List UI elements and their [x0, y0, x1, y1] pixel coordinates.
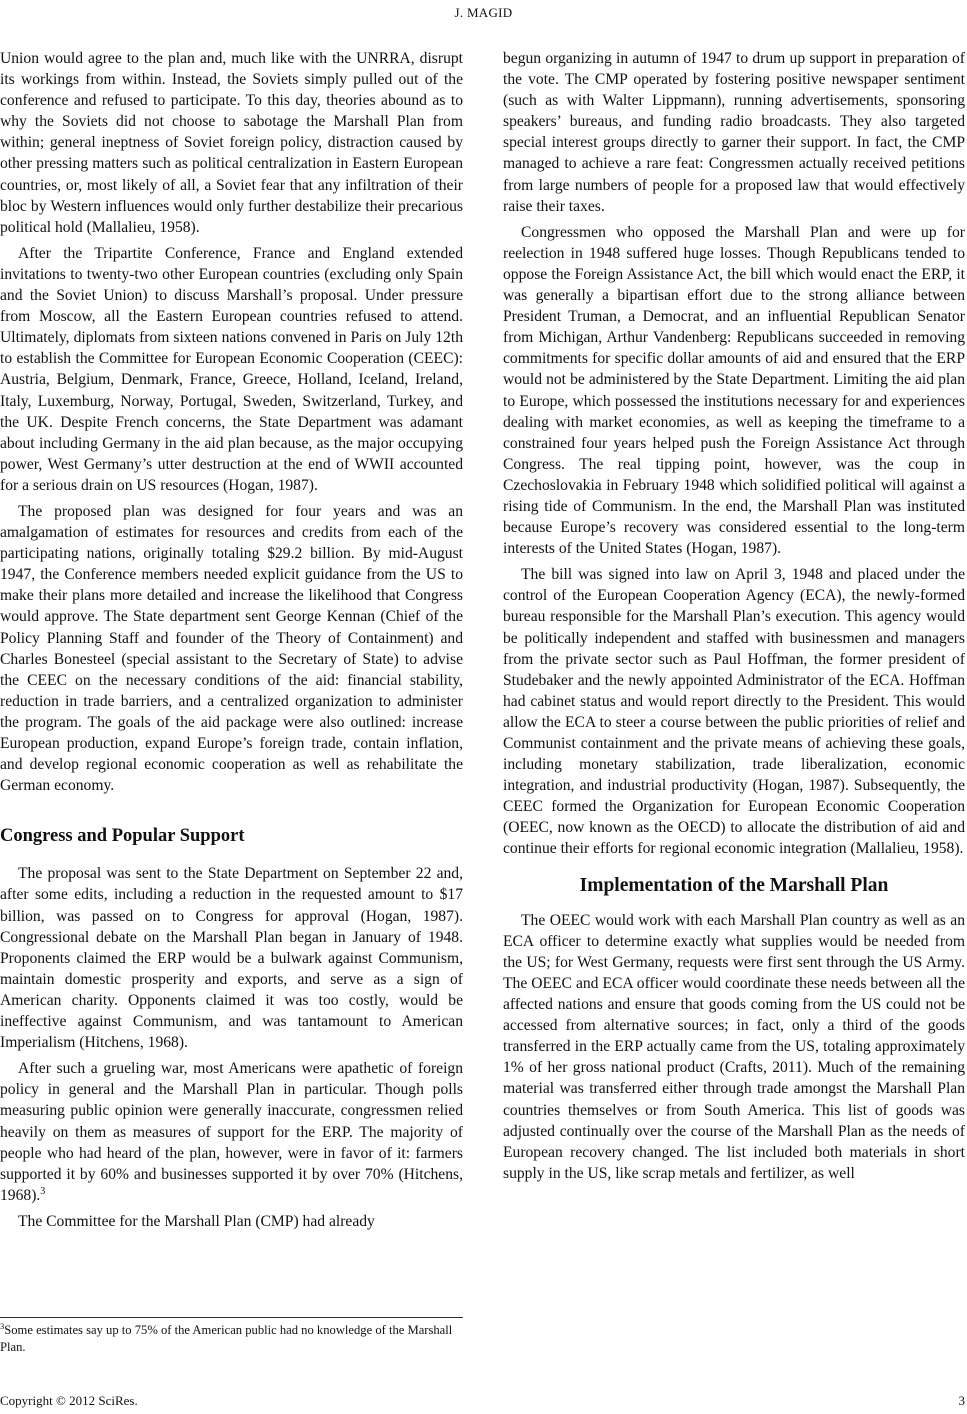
footnote-marker: 3 — [0, 1320, 5, 1331]
section-heading: Congress and Popular Support — [0, 826, 245, 847]
footnote-text: Some estimates say up to 75% of the American public had no knowledge of the Marshall Plan. — [0, 1323, 453, 1354]
paragraph: After the Tripartite Conference, France and England extended invitations to twenty-two other European countries (excluding only Spain and the Soviet Union) to discuss Marshall’s proposal. Under pressure from Moscow, all the Eastern European countries refused to attend. Ultimately, diplomats from sixteen nations convened in Paris on July 12th to establish the Committee for European Economic Cooperation (CEEC): Austria, Belgium, Denmark, France, Greece, Holland, Iceland, Ireland, Italy, Luxemburg, Norway, Portugal, Sweden, Switzerland, Turkey, and the UK. Despite French concerns, the State Department was adamant about including Germany in the aid plan because, as the major occupying power, West Germany’s utter destruction at the end of WWII accounted for a serious drain on US resources (Hogan, 1987). — [0, 244, 463, 494]
paragraph — [0, 1058, 463, 1206]
footnote-divider — [0, 1317, 463, 1318]
left-column — [0, 48, 463, 1237]
paragraph: The OEEC would work with each Marshall Plan country as well as an ECA officer to determine exactly what supplies would be needed from the US; for West Germany, requests were first sent through the US Army. The OEEC and ECA officer would coordinate these needs between all the affected nations and ensure that goods coming from the US could not be accessed from alternative sources; in fact, only a third of the goods transferred in the ERP actually came from the US, totaling approximately 1% of her gross national product (Crafts, 2011). Much of the remaining material was transferred either through trade amongst the Marshall Plan countries themselves or from South America. This list of goods was adjusted continually over the course of the Marshall Plan as the needs of European recovery changed. The list included both materials in short supply in the US, like scrap metals and fertilizer, as well — [503, 911, 965, 1182]
footnote — [0, 1322, 463, 1356]
section-heading: Implementation of the Marshall Plan — [579, 874, 889, 896]
paragraph: The proposed plan was designed for four years and was an amalgamation of estimates for resources and credits from each of the participating nations, originally totaling $29.2 billion. By mid-August 1947, the Conference members needed explicit guidance from the US to make their plans more detailed and increase the likelihood that Congress would approve. The State department sent George Kennan (Chief of the Policy Planning Staff and founder of the Theory of Containment) and Charles Bonesteel (special assistant to the Secretary of State) to advise the CEEC on the necessary conditions of the aid: financial stability, reduction in trade barriers, and a centralized organization to administer the program. The goals of the aid package were also outlined: increase European production, expand Europe’s foreign trade, contain inflation, and develop regional economic cooperation as well as rehabilitate the German economy. — [0, 502, 463, 795]
paragraph: The proposal was sent to the State Department on September 22 and, after some edits, including a reduction in the requested amount to $17 billion, was passed on to Congress for approval (Hogan, 1987). Congressional debate on the Marshall Plan began in January of 1948. Proponents claimed the ERP would be a bulwark against Communism, maintain domestic prosperity and exports, and serve as a sign of American charity. Opponents claimed it was too costly, would be ineffective against Communism, and was tantamount to American Imperialism (Hitchens, 1968). — [0, 865, 463, 1052]
paragraph: Union would agree to the plan and, much like with the UNRRA, disrupt its workings from within. Instead, the Soviets simply pulled out of the conference and refused to participate. To this day, theories abound as to why the Soviets did not choose to sabotage the Marshall Plan from within; general ineptness of Soviet foreign policy, distraction caused by other pressing matters such as political centralization in Eastern European countries, or, most likely of all, a Soviet fear that any infiltration of their bloc by Western influences would only further destabilize their precarious political hold (Mallalieu, 1958). — [0, 50, 463, 236]
footnote-reference: 3 — [40, 1185, 46, 1197]
paragraph-text: After such a grueling war, most Americans were apathetic of foreign policy in general and the Marshall Plan in particular. Though polls measuring public opinion were generally inaccurate, congressmen relied heavily on them as measures of support for the ERP. The majority of people who had heard of the plan, however, were in favor of it: farmers supported it by 60% and businesses supported it by over 70% (Hitchens, 1968). — [0, 1060, 463, 1204]
page-number: 3 — [958, 1393, 965, 1408]
paragraph: The Committee for the Marshall Plan (CMP) had already — [18, 1212, 375, 1230]
paragraph: The bill was signed into law on April 3, 1948 and placed under the control of the European Cooperation Agency (ECA), the newly-formed bureau responsible for the Marshall Plan’s execution. This agency would be politically independent and staffed with businessmen and managers from the private sector such as Paul Hoffman, the former president of Studebaker and the newly appointed Administrator of the ECA. Hoffman had cabinet status and would report directly to the President. This would allow the ECA to steer a course between the public priorities of relief and Communist containment and the private means of achieving these goals, including monetary stabilization, trade liberalization, economic integration, and industrial productivity (Hogan, 1987). Subsequently, the CEEC formed the Organization for European Economic Cooperation (OEEC, now known as the OECD) to allocate the distribution of aid and continue their efforts for regional economic integration (Mallalieu, 1958). — [503, 566, 965, 858]
copyright-notice: Copyright © 2012 SciRes. — [0, 1393, 138, 1408]
paragraph: Congressmen who opposed the Marshall Plan and were up for reelection in 1948 suffered huge losses. Though Republicans tended to oppose the Foreign Assistance Act, the bill which would enact the ERP, it was generally a bipartisan effort due to the strong alliance between President Truman, a Democrat, and an influential Republican Senator from Michigan, Arthur Vandenberg: Republicans succeeded in removing commitments for specific dollar amounts of aid and ensured that the ERP would not be administered by the State Department. Limiting the aid plan to Europe, which possessed the institutions necessary for and experiences dealing with market economies, as well as keeping the timeframe to a constrained four years helped push the Foreign Assistance Act through Congress. The real tipping point, however, was the coup in Czechoslovakia in February 1948 which solidified political will against a rising tide of Communism. In the end, the Marshall Plan was instituted because Europe’s recovery was considered essential to the long-term interests of the United States (Hogan, 1987). — [503, 223, 965, 558]
running-head: J. MAGID — [454, 5, 513, 20]
right-column — [503, 48, 965, 1189]
paragraph: begun organizing in autumn of 1947 to drum up support in preparation of the vote. The CMP operated by fostering positive newspaper sentiment (such as with Walter Lippmann), running advertisements, sponsoring speakers’ bureaus, and funding radio broadcasts. They also targeted special interest groups directly to garner their support. In fact, the CMP managed to achieve a rare feat: Congressmen actually received petitions from large numbers of people for a proposed law that would effectively raise their taxes. — [503, 50, 965, 215]
